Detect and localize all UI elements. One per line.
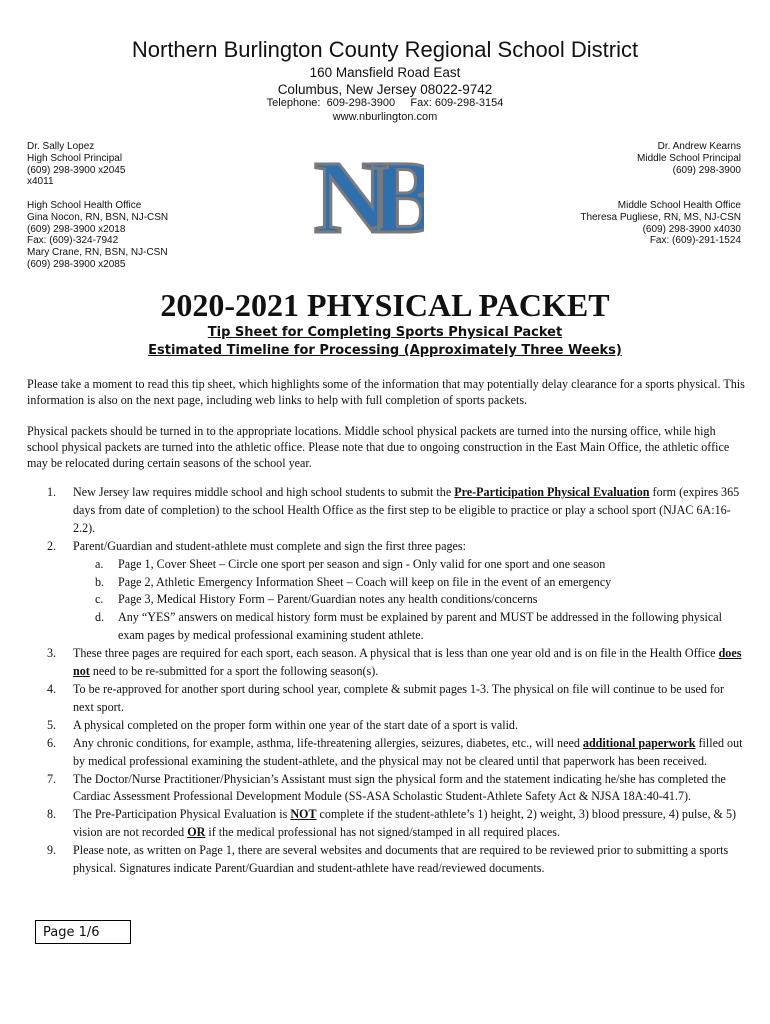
sub-list-item: c. Page 3, Medical History Form – Parent/Guardian notes any health conditions/concerns (27, 591, 745, 609)
hs-health-title: High School Health Office (27, 200, 142, 211)
hs-nurse-2-phone: (609) 298-3900 x2085 (27, 258, 126, 270)
list-item: 7. The Doctor/Nurse Practitioner/Physician’s Assistant must sign the physical form and the statement indicating he/she has completed the Cardiac Assessment Professional Development Module (SS-ASA Scholastic Student-Athlete Safety Act & NJSA 18A:40-41.7). (47, 771, 726, 804)
list-item: 3. These three pages are required for each sport, each season. A physical that is less than one year old and is on file in the Health Office does not need to be re-submitted for a sport the following season(s). (47, 646, 742, 679)
hs-nurse-1-phone: (609) 298-3900 x2018 (27, 223, 126, 235)
item-number: 8. (47, 807, 57, 822)
packet-title: 2020-2021 PHYSICAL PACKET (160, 287, 610, 323)
ms-principal-contact (637, 141, 741, 176)
hs-principal-ext: x4011 (27, 176, 54, 188)
locations-paragraph: Physical packets should be turned in to the appropriate locations. Middle school physical packets are turned into the nursing office, while high school physical packets are turned into the athletic office. Please note that due to ongoing construction in the East Main Office, the athletic office may be relocated during certain seasons of the school year. (27, 424, 730, 470)
list-item: 6. Any chronic conditions, for example, asthma, life-threatening allergies, seizures, diabetes, etc., will need additional paperwork filled out by medical professional examining the student-athlete, and the physical may not be cleared until that paperwork has been received. (47, 735, 743, 768)
phone-fax-line: Telephone: 609-298-3900 Fax: 609-298-3154 (266, 97, 504, 109)
hs-health-office-contact (27, 200, 168, 271)
list-item: 9. Please note, as written on Page 1, there are several websites and documents that are required to be reviewed prior to submitting a sports physical. Signatures indicate Parent/Guardian and student-athlete have read/reviewed documents. (47, 843, 729, 876)
page-indicator (35, 920, 131, 944)
item-number: 6. (47, 735, 57, 750)
item-letter: d. (95, 610, 105, 625)
sub-list-item: b. Page 2, Athletic Emergency Information Sheet – Coach will keep on file in the event of an emergency (27, 574, 745, 592)
item-letter: c. (95, 592, 104, 607)
district-name: Northern Burlington County Regional School District (131, 37, 639, 62)
ms-health-fax: Fax: (609)-291-1524 (649, 235, 741, 247)
nb-logo-letters: NB (313, 140, 423, 244)
address-line-1: 160 Mansfield Road East (309, 65, 461, 80)
timeline-heading: Estimated Timeline for Processing (Approximately Three Weeks) (148, 343, 622, 358)
hs-principal-contact (27, 141, 125, 188)
page-number-label: Page 1/6 (43, 925, 100, 940)
item-number: 7. (47, 771, 57, 786)
hs-nurse-1-name: Gina Nocon, RN, BSN, NJ-CSN (27, 211, 169, 223)
ms-health-office-contact (580, 200, 741, 247)
sub-list-item: d. Any “YES” answers on medical history form must be explained by parent and MUST be addressed in the following physical exam pages by medical professional examining student athlete. (95, 610, 722, 643)
item-letter: b. (95, 574, 105, 589)
ms-nurse-name: Theresa Pugliese, RN, MS, NJ-CSN (580, 211, 741, 223)
item-number: 9. (47, 843, 57, 858)
ppe-form-name: Pre-Participation Physical Evaluation (454, 485, 650, 499)
list-item: 5. A physical completed on the proper form within one year of the start date of a sport is valid. (27, 717, 745, 735)
item-number: 1. (47, 485, 57, 499)
item-letter: a. (95, 556, 104, 571)
hs-nurse-2-name: Mary Crane, RN, BSN, NJ-CSN (27, 247, 168, 259)
list-item: 1. New Jersey law requires middle school and high school students to submit the Pre-Participation Physical Evaluation form (expires 365 days from date of completion) to the school Health Office as the first step to be eligible to practice or play a school sport (NJAC 6A:16-2.2). (47, 485, 740, 535)
ms-health-title: Middle School Health Office (617, 200, 741, 211)
item-number: 2. (47, 538, 57, 553)
ms-principal-name: Dr. Andrew Kearns (657, 141, 741, 152)
hs-health-fax: Fax: (609)-324-7942 (27, 235, 119, 247)
item-number: 3. (47, 646, 57, 661)
hs-principal-title: High School Principal (27, 152, 123, 164)
tips-list (27, 484, 745, 878)
intro-paragraph: Please take a moment to read this tip sheet, which highlights some of the information that may potentially delay clearance for a sports physical. This information is also on the next page, including web links to help with full completion of sports packets. (27, 377, 745, 407)
hs-principal-phone: (609) 298-3900 x2045 (27, 164, 126, 176)
tip-sheet-heading: Tip Sheet for Completing Sports Physical Packet (207, 325, 563, 340)
ms-principal-phone: (609) 298-3900 (672, 164, 741, 176)
address-line-2: Columbus, New Jersey 08022-9742 (277, 82, 493, 97)
list-item: 4. To be re-approved for another sport during school year, complete & submit pages 1-3. The physical on file will continue to be used for next sport. (47, 681, 724, 714)
hs-principal-name: Dr. Sally Lopez (27, 141, 95, 152)
sub-list-item: a. Page 1, Cover Sheet – Circle one sport per season and sign - Only valid for one sport and one season (27, 556, 745, 574)
list-item: 8. The Pre-Participation Physical Evaluation is NOT complete if the student-athlete’s 1) height, 2) weight, 3) blood pressure, 4) pulse, & 5) vision are not recorded OR if the medical professional has not signed/stamped in all required places. (47, 807, 737, 840)
website: www.nburlington.com (332, 111, 438, 123)
ms-nurse-phone: (609) 298-3900 x4030 (642, 223, 741, 235)
list-item: 2. Parent/Guardian and student-athlete must complete and sign the first three pages: (27, 538, 745, 556)
item-number: 5. (47, 717, 57, 732)
item-number: 4. (47, 681, 57, 696)
nb-school-logo (312, 140, 424, 244)
ms-principal-title: Middle School Principal (637, 152, 741, 164)
